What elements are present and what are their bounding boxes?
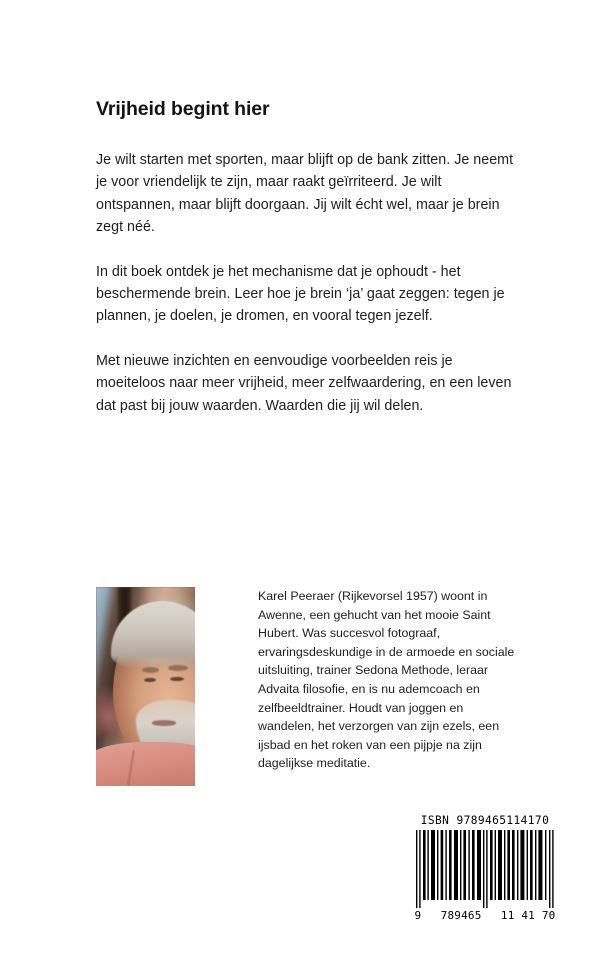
blurb-paragraph-1: Je wilt starten met sporten, maar blijft op de bank zitten. Je neemt je voor vriendelijk te zijn, maar raakt geïrriteerd. Je wilt ontspannen, maar blijft doorgaan. Jij wilt écht wel, maar je brein zegt néé. xyxy=(96,152,514,236)
photo-eyebrow-right xyxy=(168,665,188,671)
photo-eyebrow-left xyxy=(142,667,160,673)
barcode-digit-group-2: 789465 xyxy=(440,909,482,922)
blurb-section xyxy=(96,96,520,417)
photo-shirt xyxy=(96,742,195,786)
author-portrait-photo xyxy=(96,587,195,786)
author-bio-text: Karel Peeraer (Rijkevorsel 1957) woont in Awenne, een gehucht van het mooie Saint Hubert. Was succesvol fotograaf, ervaringsdeskundige in de armoede en sociale uitsluiting, trainer Sedona Methode, leraar Advaita filosofie, en is nu ademcoach en zelfbeeldtrainer. Houdt van joggen en wandelen, het verzorgen van zijn ezels, een ijsbad en het roken van een pijpje na zijn dagelijkse meditatie. xyxy=(258,589,515,771)
blurb-paragraph-2: In dit boek ontdek je het mechanisme dat je ophoudt - het beschermende brein. Leer hoe je brein ‘ja’ gaat zeggen: tegen je plannen, je doelen, je dromen, en vooral tegen jezelf. xyxy=(96,263,505,325)
page-title: Vrijheid begint hier xyxy=(96,98,270,120)
photo-mouth xyxy=(152,720,176,725)
barcode-digit-group-3: 11 41 70 xyxy=(500,909,556,922)
barcode-digit-group-1: 9 xyxy=(414,909,422,922)
barcode-digits xyxy=(414,909,557,922)
isbn-label: ISBN 9789465114170 xyxy=(420,814,550,827)
barcode-block xyxy=(410,814,560,922)
ean13-barcode xyxy=(414,830,557,908)
blurb-paragraph-3: Met nieuwe inzichten en eenvoudige voorbeelden reis je moeiteloos naar meer vrijheid, meer zelfwaardering, en een leven dat past bij jouw waarden. Waarden die jij wil delen. xyxy=(96,352,512,414)
